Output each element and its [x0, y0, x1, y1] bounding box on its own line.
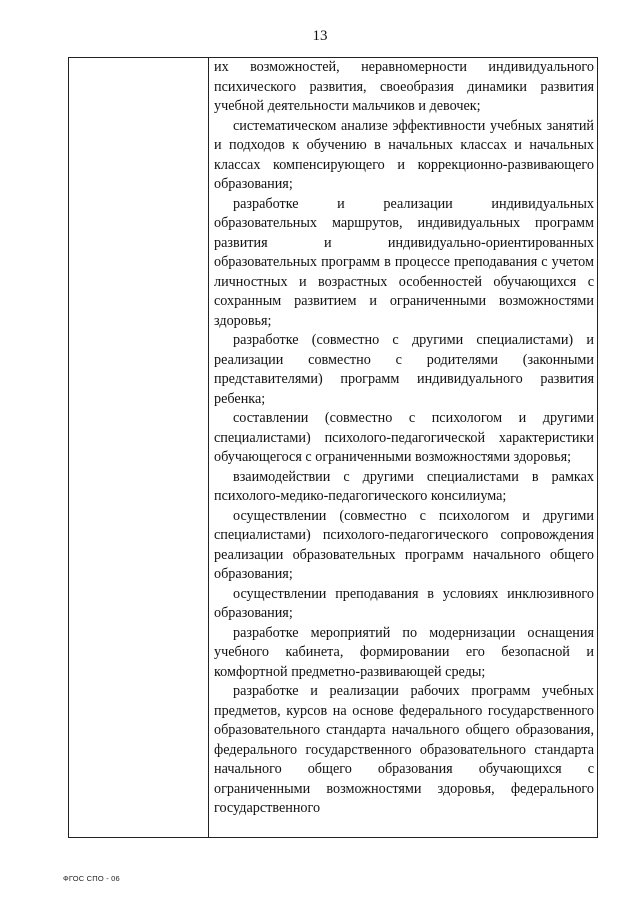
table-paragraph: разработке и реализации индивидуальных образовательных маршрутов, индивидуальных программ развития и индивидуально-ориентированных образовательных программ в процессе преподавания с учетом личностных и возрастных особенностей обучающихся с сохранным развитием и ограниченными возможностями здоровья;	[214, 195, 594, 329]
document-table	[68, 57, 598, 838]
table-paragraph: разработке мероприятий по модернизации оснащения учебного кабинета, формировании его безопасной и комфортной предметно-развивающей среды;	[214, 624, 594, 680]
table-paragraph: взаимодействии с другими специалистами в рамках психолого-медико-педагогического консилиума;	[214, 468, 594, 504]
table-paragraph: систематическом анализе эффективности учебных занятий и подходов к обучению в начальных классах и начальных классах компенсирующего и коррекционно-развивающего образования;	[214, 117, 594, 192]
table-paragraph: разработке и реализации рабочих программ учебных предметов, курсов на основе федерального государственного образовательного стандарта начального общего образования, федерального государственного образовательного стандарта начального общего образования обучающихся с ограниченными возможностями здоровья, федерального государственного	[214, 683, 594, 816]
table-paragraph: осуществлении (совместно с психологом и другими специалистами) психолого-педагогического сопровождения реализации образовательных программ начального общего образования;	[214, 507, 594, 582]
table-paragraph: осуществлении преподавания в условиях инклюзивного образования;	[214, 585, 594, 621]
table-paragraph: составлении (совместно с психологом и другими специалистами) психолого-педагогической характеристики обучающегося с ограниченными возможностями здоровья;	[214, 410, 594, 465]
table-paragraph: их возможностей, неравномерности индивидуального психического развития, своеобразия динамики развития учебной деятельности мальчиков и девочек;	[214, 59, 594, 114]
table-column-divider	[208, 58, 209, 837]
table-text-cell	[214, 58, 594, 837]
table-paragraph: разработке (совместно с другими специалистами) и реализации совместно с родителями (законными представителями) программ индивидуального развития ребенка;	[214, 332, 594, 407]
page-number: 13	[312, 28, 328, 44]
footer-document-code: ФГОС СПО - 06	[63, 874, 120, 883]
